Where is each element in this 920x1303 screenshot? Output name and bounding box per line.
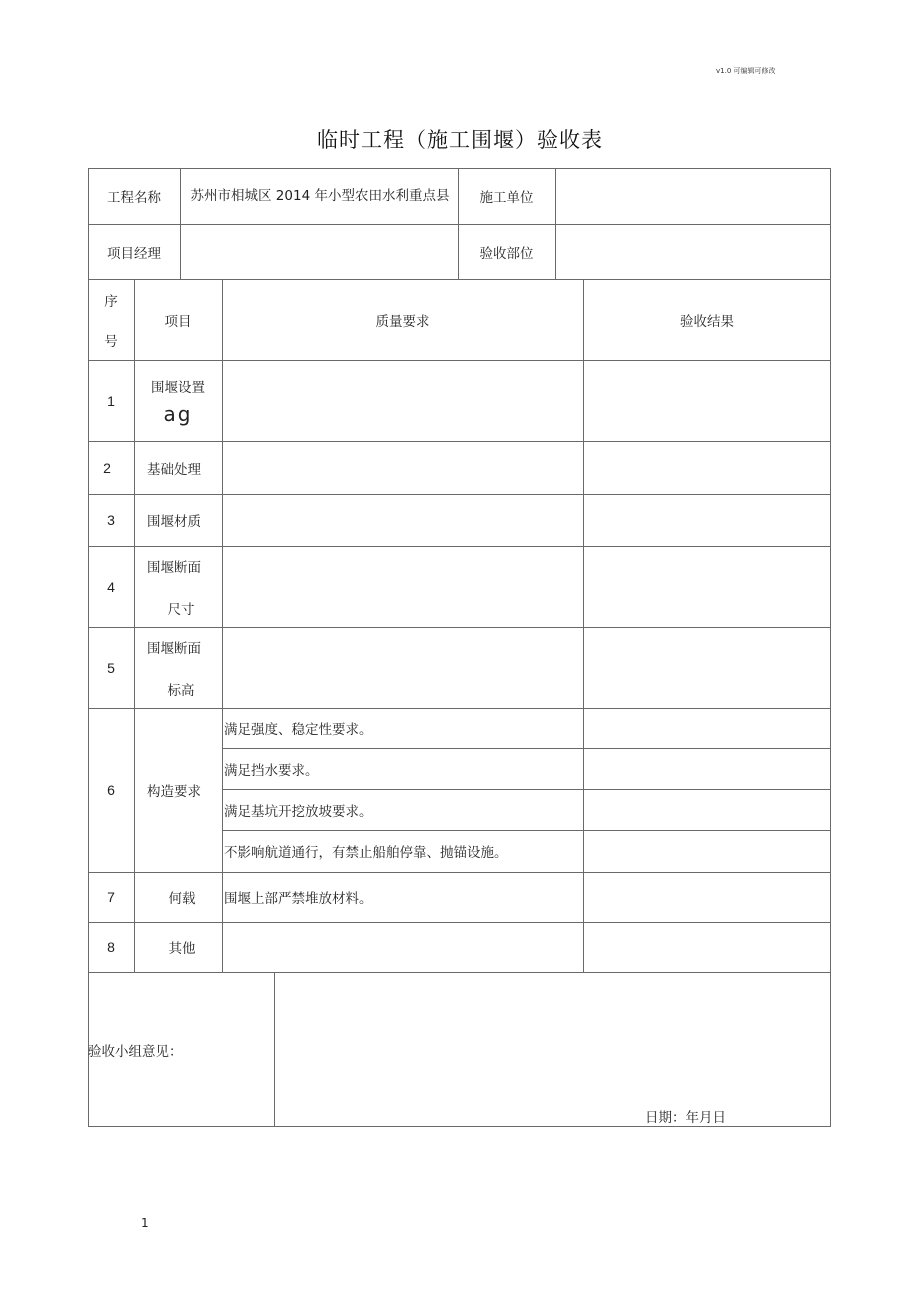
requirement-text: 不影响航道通行，有禁止船舶停靠、抛锚设施。: [224, 845, 508, 861]
opinion-label: 验收小组意见：: [88, 1044, 183, 1060]
row-item-label: 围堰设置: [151, 379, 205, 396]
opinion-date: 日期：年月日: [645, 1110, 726, 1126]
construction-unit-value: [555, 168, 831, 224]
requirement-text: 满足挡水要求。: [224, 762, 319, 779]
row-item: 构造要求: [147, 784, 201, 800]
row-item-line2: 尺寸: [167, 601, 195, 618]
row-item: 其他: [168, 941, 196, 957]
acceptance-part-label: 验收部位: [479, 245, 534, 262]
row-seq: 5: [107, 659, 115, 676]
project-manager-label: 项目经理: [107, 245, 161, 262]
header-result: 验收结果: [680, 313, 734, 330]
row-seq: 2: [103, 459, 111, 476]
row-item: [134, 627, 222, 708]
requirement-text: 围堰上部严禁堆放材料。: [224, 891, 373, 907]
row-item: 基础处理: [147, 461, 201, 478]
row-seq: 6: [107, 782, 115, 798]
header-item: 项目: [164, 313, 192, 330]
row-item-line1: 围堰断面: [147, 640, 201, 657]
row-item-extra: ag: [163, 401, 193, 426]
project-name-value: 苏州市相城区 2014 年小型农田水利重点县: [190, 188, 450, 204]
version-note: v1.0 可编辑可修改: [716, 67, 776, 75]
row-item: [134, 546, 222, 627]
row-seq: 8: [107, 939, 115, 955]
header-seq-line2: 号: [104, 333, 118, 350]
page-number: 1: [141, 1216, 149, 1230]
row-seq: 3: [107, 512, 115, 528]
header-seq: [88, 279, 134, 360]
row-item-line2: 标高: [167, 682, 195, 699]
col-divider: [583, 279, 584, 972]
header-requirement: 质量要求: [375, 313, 430, 330]
project-manager-value: [180, 224, 458, 279]
col-divider: [274, 972, 275, 1127]
row-seq: 7: [107, 889, 115, 905]
requirement-text: 满足基坑开挖放坡要求。: [224, 803, 373, 820]
project-name-label: 工程名称: [107, 190, 161, 206]
row-seq: 4: [107, 578, 115, 595]
row-item: 何载: [168, 891, 196, 907]
row-item: 围堰材质: [147, 514, 201, 530]
page-title: 临时工程（施工围堰）验收表: [317, 128, 603, 152]
row-seq: 1: [107, 392, 115, 409]
row-item-line1: 围堰断面: [147, 559, 201, 576]
header-seq-line1: 序: [104, 293, 118, 310]
acceptance-part-value: [555, 224, 831, 279]
requirement-text: 满足强度、稳定性要求。: [224, 722, 373, 738]
row-divider: [88, 972, 831, 973]
row-item: [134, 360, 222, 441]
construction-unit-label: 施工单位: [479, 190, 534, 206]
